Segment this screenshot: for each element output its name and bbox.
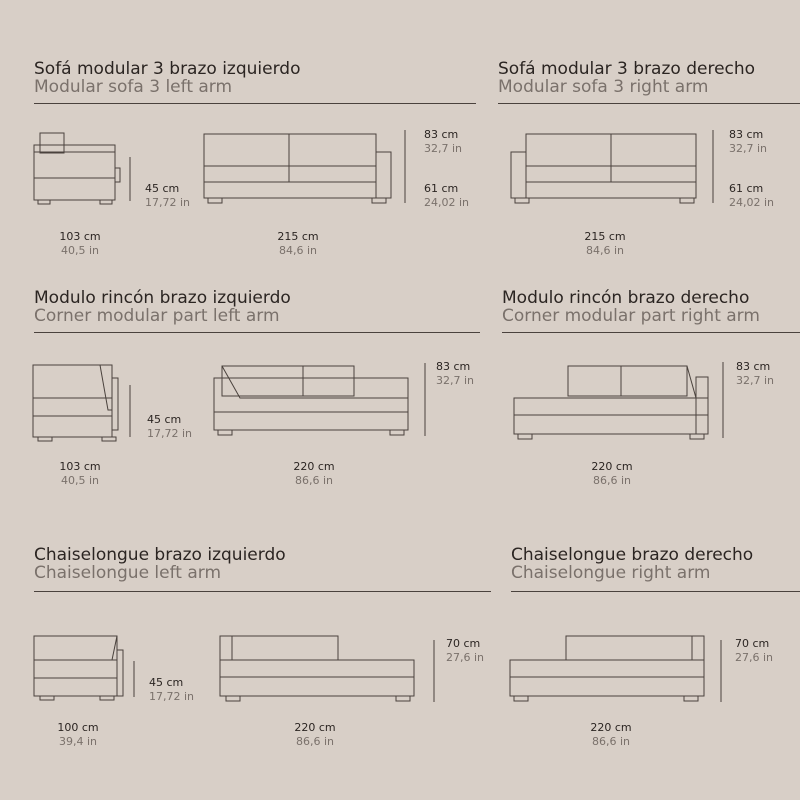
width-cm: 220 cm (590, 721, 632, 734)
section-subtitle: Corner modular part left arm (34, 306, 280, 326)
section-title: Sofá modular 3 brazo izquierdo (34, 59, 301, 79)
seat-height-cm: 45 cm (147, 413, 182, 426)
section-subtitle: Chaiselongue left arm (34, 563, 222, 583)
arm-height-in: 24,02 in (424, 196, 470, 209)
side-depth-in: 39,4 in (58, 735, 98, 748)
section-title: Sofá modular 3 brazo derecho (498, 59, 756, 79)
height-in: 27,6 in (446, 651, 485, 664)
height-in: 32,7 in (436, 374, 475, 387)
height-cm: 83 cm (436, 360, 471, 373)
width-cm: 220 cm (294, 721, 336, 734)
width-in: 86,6 in (592, 474, 632, 487)
height-cm: 70 cm (735, 637, 770, 650)
width-in: 86,6 in (294, 474, 334, 487)
seat-height-in: 17,72 in (147, 427, 193, 440)
height-in: 32,7 in (424, 142, 463, 155)
side-depth-in: 40,5 in (60, 244, 100, 257)
section-subtitle: Modular sofa 3 right arm (498, 77, 709, 97)
height-cm: 83 cm (424, 128, 459, 141)
seat-height-cm: 45 cm (145, 182, 180, 195)
seat-height-in: 17,72 in (145, 196, 191, 209)
section-title: Chaiselongue brazo derecho (511, 545, 754, 565)
height-in: 27,6 in (735, 651, 774, 664)
section-title: Modulo rincón brazo derecho (502, 288, 750, 308)
side-depth-cm: 103 cm (59, 230, 101, 243)
width-cm: 215 cm (277, 230, 319, 243)
height-cm: 83 cm (736, 360, 771, 373)
width-cm: 215 cm (584, 230, 626, 243)
section-subtitle: Chaiselongue right arm (511, 563, 711, 583)
seat-height-in: 17,72 in (149, 690, 195, 703)
width-in: 86,6 in (295, 735, 335, 748)
width-in: 84,6 in (585, 244, 625, 257)
section-title: Chaiselongue brazo izquierdo (34, 545, 286, 565)
section-subtitle: Corner modular part right arm (502, 306, 760, 326)
height-cm: 83 cm (729, 128, 764, 141)
side-depth-cm: 103 cm (59, 460, 101, 473)
arm-height-in: 24,02 in (729, 196, 775, 209)
section-title: Modulo rincón brazo izquierdo (34, 288, 291, 308)
height-in: 32,7 in (729, 142, 768, 155)
height-cm: 70 cm (446, 637, 481, 650)
height-in: 32,7 in (736, 374, 775, 387)
seat-height-cm: 45 cm (149, 676, 184, 689)
width-cm: 220 cm (591, 460, 633, 473)
section-subtitle: Modular sofa 3 left arm (34, 77, 233, 97)
side-depth-cm: 100 cm (57, 721, 99, 734)
arm-height-cm: 61 cm (424, 182, 459, 195)
width-in: 84,6 in (278, 244, 318, 257)
front-view-drawing (510, 636, 704, 701)
width-cm: 220 cm (293, 460, 335, 473)
arm-height-cm: 61 cm (729, 182, 764, 195)
width-in: 86,6 in (591, 735, 631, 748)
side-depth-in: 40,5 in (60, 474, 100, 487)
